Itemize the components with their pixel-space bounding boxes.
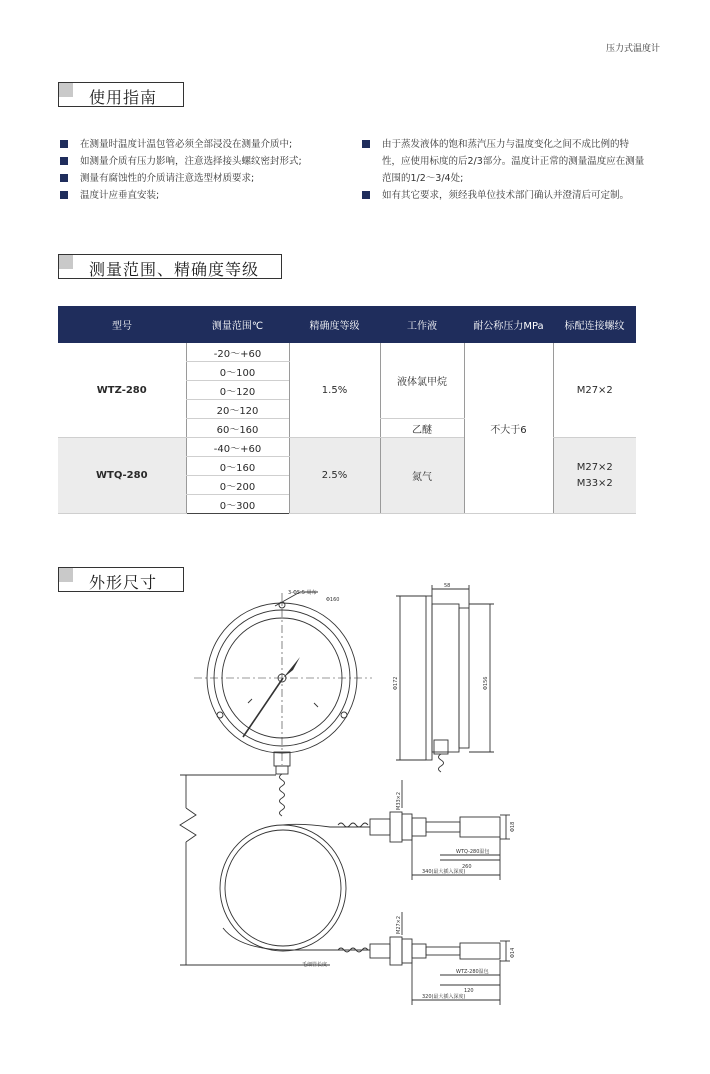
dim-bulb-b-label: WTZ-280温包 — [456, 969, 489, 975]
section-title-text: 外形尺寸 — [89, 573, 158, 592]
dim-thread-b: M27×2 — [396, 915, 402, 934]
mount-hole — [217, 712, 223, 718]
column-header: 耐公称压力MPa — [464, 306, 553, 343]
dim-thread-a: M33×2 — [396, 791, 402, 810]
list-item: 测量有腐蚀性的介质请注意选型材质要求; — [60, 170, 350, 187]
list-item: 如测量介质有压力影响，注意选择接头螺纹密封形式; — [60, 153, 350, 170]
list-item: 在测量时温度计温包管必须全部浸没在测量介质中; — [60, 136, 350, 153]
column-header: 精确度等级 — [289, 306, 380, 343]
gauge-nut — [276, 766, 288, 774]
range-cell: 0～200 — [186, 476, 289, 495]
accuracy-cell: 2.5% — [289, 438, 380, 514]
dim-bulb-a-label: WTQ-280温包 — [456, 849, 490, 855]
header-category: 压力式温度计 — [605, 44, 660, 54]
side-flange — [426, 596, 432, 760]
range-cell: 0～120 — [186, 381, 289, 400]
column-header: 型号 — [58, 306, 186, 343]
bulb-fitting — [370, 819, 390, 835]
accuracy-cell: 1.5% — [289, 343, 380, 438]
liquid-cell: 液体氯甲烷 — [380, 343, 464, 419]
pointer-needle — [243, 678, 283, 737]
dim-d-side-inner: Φ156 — [483, 676, 489, 690]
bulb-nut — [402, 814, 412, 840]
bulb-body — [460, 943, 500, 959]
thread-cell: M27×2 — [553, 343, 636, 438]
side-spring — [439, 754, 444, 772]
range-cell: 20～120 — [186, 400, 289, 419]
model-cell: WTZ-280 — [58, 343, 186, 438]
dim-len-b-bulb: 120 — [464, 988, 474, 994]
bulb-tube — [426, 822, 460, 832]
list-item: 如有其它要求，须经我单位技术部门确认并澄清后可定制。 — [362, 187, 647, 204]
pointer-icon — [283, 657, 300, 678]
dim-depth: 58 — [444, 583, 451, 589]
model-cell: WTQ-280 — [58, 438, 186, 514]
liquid-cell: 乙醚 — [380, 419, 464, 438]
dim-len-a-bulb: 260 — [462, 864, 472, 870]
mount-hole — [341, 712, 347, 718]
dim-capillary: 毛细管长度 — [302, 962, 328, 968]
range-cell: 0～300 — [186, 495, 289, 514]
scale-mark — [248, 699, 252, 703]
list-item: 温度计应垂直安装; — [60, 187, 350, 204]
capillary-coil-outer — [220, 825, 346, 951]
bulb-fitting — [370, 944, 390, 958]
dim-bulb-a-d: Φ18 — [510, 821, 516, 832]
liquid-cell: 氮气 — [380, 438, 464, 514]
capillary-spring — [280, 774, 285, 816]
thread-value: M33×2 — [576, 478, 613, 489]
capillary-coil-inner — [225, 830, 341, 946]
range-cell: -20～+60 — [186, 343, 289, 362]
bulb-fitting — [412, 944, 426, 958]
thread-value: M27×2 — [576, 462, 613, 473]
bulb-nut — [390, 812, 402, 842]
dim-holes: 3-Φ5.5 周布 — [288, 590, 317, 596]
bulb-fitting — [412, 818, 426, 836]
range-cell: 60～160 — [186, 419, 289, 438]
range-cell: 0～160 — [186, 457, 289, 476]
range-cell: 0～100 — [186, 362, 289, 381]
section-title-text: 使用指南 — [89, 88, 158, 107]
pressure-cell: 不大于6 — [464, 343, 553, 514]
column-header: 工作液 — [380, 306, 464, 343]
list-item: 由于蒸发液体的饱和蒸汽压力与温度变化之间不成比例的特性，应使用标度的后2/3部分。温度计正常的测量温度应在测量范围的1/2～3/4处; — [362, 136, 647, 187]
column-header: 测量范围℃ — [186, 306, 289, 343]
break-symbol — [180, 808, 196, 842]
bulb-tube — [426, 947, 460, 955]
bulb-nut — [402, 939, 412, 963]
dim-bulb-b-d: Φ14 — [510, 947, 516, 958]
side-back — [459, 608, 469, 748]
column-header: 标配连接螺纹 — [553, 306, 636, 343]
dim-len-b-total: 320(最大插入深度) — [422, 994, 466, 1000]
scale-mark — [314, 703, 318, 707]
bulb-spring — [338, 823, 368, 827]
bulb-body — [460, 817, 500, 837]
dim-len-a-total: 340(最大插入深度) — [422, 869, 466, 875]
dim-d-top: Φ160 — [326, 597, 340, 603]
bulb-nut — [390, 937, 402, 965]
side-case — [432, 604, 459, 752]
section-title-text: 测量范围、精确度等级 — [89, 260, 260, 279]
range-cell: -40～+60 — [186, 438, 289, 457]
dim-d-side-outer: Φ172 — [393, 676, 399, 690]
